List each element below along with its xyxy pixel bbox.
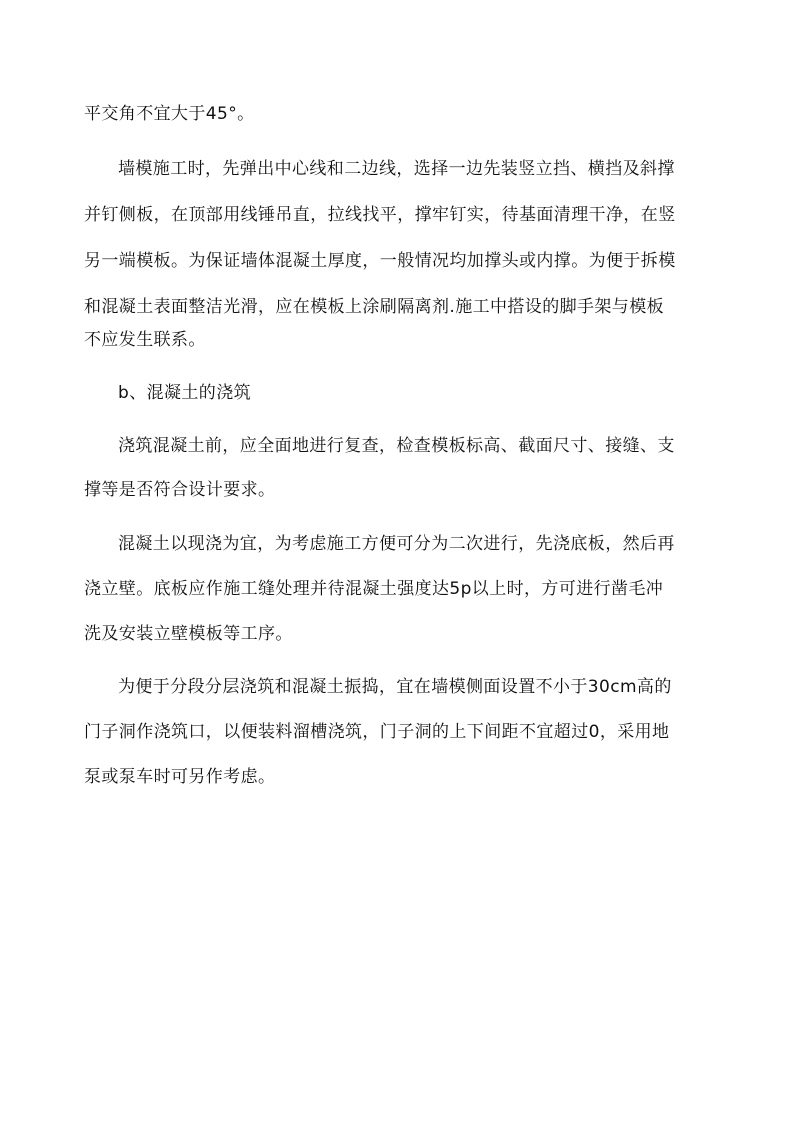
text-line: 浇立壁。底板应作施工缝处理并待混凝土强度达5p以上时，方可进行凿毛冲 <box>84 579 664 599</box>
text-line: 门子洞作浇筑口，以便装料溜槽浇筑，门子洞的上下间距不宜超过0，采用地 <box>84 722 670 742</box>
text-line: 不应发生联系。 <box>84 330 206 350</box>
text-line: 泵或泵车时可另作考虑。 <box>84 767 276 787</box>
paragraph-first-line: 为便于分段分层浇筑和混凝土振捣，宜在墙模侧面设置不小于30cm高的 <box>118 677 672 697</box>
text-line: 另一端模板。为保证墙体混凝土厚度，一般情况均加撑头或内撑。为便于拆模 <box>84 251 676 271</box>
paragraph-first-line: 浇筑混凝土前，应全面地进行复查，检查模板标高、截面尺寸、接缝、支 <box>118 436 675 456</box>
section-heading: b、混凝土的浇筑 <box>118 383 251 403</box>
paragraph-first-line: 混凝土以现浇为宜，为考虑施工方便可分为二次进行，先浇底板，然后再 <box>118 534 675 554</box>
text-line: 并钉侧板，在顶部用线锤吊直，拉线找平，撑牢钉实，待基面清理干净，在竖 <box>84 205 676 225</box>
text-line: 平交角不宜大于45°。 <box>84 104 255 124</box>
paragraph-first-line: 墙模施工时，先弹出中心线和二边线，选择一边先装竖立挡、横挡及斜撑 <box>118 159 675 179</box>
text-line: 撑等是否符合设计要求。 <box>84 480 276 500</box>
text-line: 和混凝土表面整洁光滑，应在模板上涂刷隔离剂.施工中搭设的脚手架与模板 <box>84 297 665 317</box>
text-line: 洗及安装立壁模板等工序。 <box>84 624 293 644</box>
